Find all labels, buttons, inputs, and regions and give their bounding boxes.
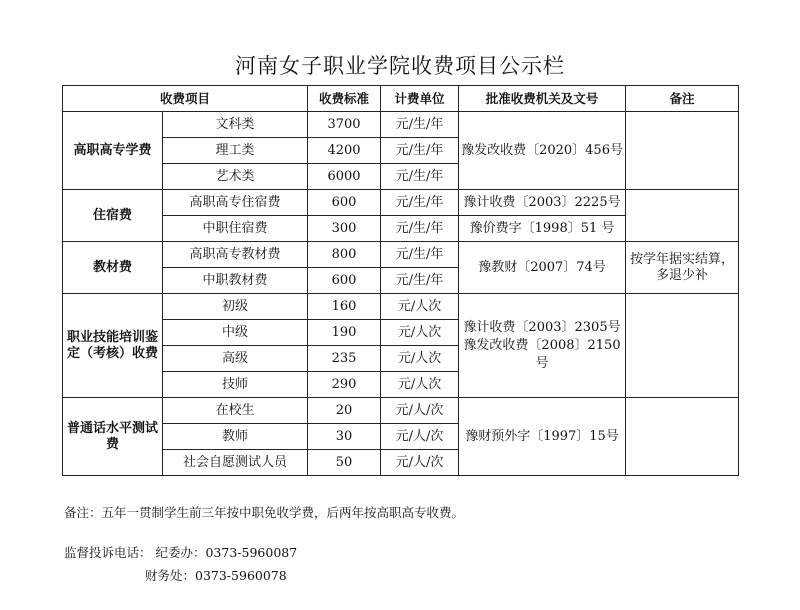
remark-skill bbox=[626, 294, 739, 398]
item-unit: 元/人/次 bbox=[381, 424, 459, 450]
item-unit: 元/人/次 bbox=[381, 398, 459, 424]
item-standard: 290 bbox=[308, 372, 381, 398]
table-row bbox=[63, 112, 739, 138]
footnote: 备注：五年一贯制学生前三年按中职免收学费，后两年按高职高专收费。 bbox=[64, 505, 465, 520]
item-name: 高职高专住宿费 bbox=[163, 190, 308, 216]
header-item: 收费项目 bbox=[63, 86, 308, 112]
item-name: 技师 bbox=[163, 372, 308, 398]
approval-doc: 豫价费字〔1998〕51 号 bbox=[459, 216, 626, 242]
item-standard: 50 bbox=[308, 450, 381, 476]
category-tuition: 高职高专学费 bbox=[63, 112, 163, 190]
item-name: 中级 bbox=[163, 320, 308, 346]
approval-doc: 豫财预外字〔1997〕15号 bbox=[465, 428, 619, 444]
item-standard: 3700 bbox=[308, 112, 381, 138]
approval-textbook bbox=[459, 242, 626, 294]
page-title: 河南女子职业学院收费项目公示栏 bbox=[235, 54, 565, 78]
header-approval: 批准收费机关及文号 bbox=[459, 86, 626, 112]
item-unit: 元/生/年 bbox=[381, 242, 459, 268]
item-name: 艺术类 bbox=[163, 164, 308, 190]
item-standard: 30 bbox=[308, 424, 381, 450]
item-unit: 元/生/年 bbox=[381, 164, 459, 190]
item-name: 社会自愿测试人员 bbox=[163, 450, 308, 476]
item-standard: 300 bbox=[308, 216, 381, 242]
item-name: 高级 bbox=[163, 346, 308, 372]
item-standard: 4200 bbox=[308, 138, 381, 164]
approval-mandarin bbox=[459, 398, 626, 476]
item-name: 初级 bbox=[163, 294, 308, 320]
header-standard: 收费标准 bbox=[308, 86, 381, 112]
item-unit: 元/人/次 bbox=[381, 450, 459, 476]
item-name: 高职高专教材费 bbox=[163, 242, 308, 268]
item-unit: 元/生/年 bbox=[381, 216, 459, 242]
item-name: 教师 bbox=[163, 424, 308, 450]
item-standard: 235 bbox=[308, 346, 381, 372]
table-row bbox=[63, 242, 739, 268]
approval-skill bbox=[459, 294, 626, 398]
table-row bbox=[63, 190, 739, 216]
table-header-row bbox=[63, 86, 739, 112]
item-unit: 元/生/年 bbox=[381, 138, 459, 164]
complaint-hotline-finance: 财务处：0373-5960078 bbox=[145, 568, 287, 583]
item-name: 理工类 bbox=[163, 138, 308, 164]
table-row bbox=[63, 294, 739, 320]
item-name: 中职住宿费 bbox=[163, 216, 308, 242]
approval-doc: 豫教财〔2007〕74号 bbox=[478, 259, 606, 275]
remark-textbook: 按学年据实结算，多退少补 bbox=[626, 242, 739, 294]
item-unit: 元/人次 bbox=[381, 320, 459, 346]
approval-tuition bbox=[459, 112, 626, 190]
category-skill-assessment: 职业技能培训鉴定（考核）收费 bbox=[63, 294, 163, 398]
approval-doc: 豫发改收费〔2020〕456号 bbox=[461, 142, 623, 158]
item-unit: 元/人次 bbox=[381, 346, 459, 372]
remark-mandarin bbox=[626, 398, 739, 476]
item-unit: 元/人次 bbox=[381, 294, 459, 320]
table-row bbox=[63, 398, 739, 424]
item-name: 中职教材费 bbox=[163, 268, 308, 294]
approval-doc: 豫计收费〔2003〕2225号 bbox=[459, 190, 626, 216]
fee-table bbox=[62, 85, 739, 476]
item-standard: 800 bbox=[308, 242, 381, 268]
item-standard: 160 bbox=[308, 294, 381, 320]
item-unit: 元/生/年 bbox=[381, 268, 459, 294]
item-standard: 600 bbox=[308, 190, 381, 216]
item-unit: 元/生/年 bbox=[381, 190, 459, 216]
remark-accommodation bbox=[626, 190, 739, 242]
category-accommodation: 住宿费 bbox=[63, 190, 163, 242]
header-unit: 计费单位 bbox=[381, 86, 459, 112]
header-remark: 备注 bbox=[626, 86, 739, 112]
approval-doc: 豫发改收费〔2008〕2150号 bbox=[463, 337, 621, 371]
item-standard: 6000 bbox=[308, 164, 381, 190]
item-unit: 元/人次 bbox=[381, 372, 459, 398]
item-standard: 190 bbox=[308, 320, 381, 346]
complaint-hotline-discipline: 监督投诉电话： 纪委办：0373-5960087 bbox=[64, 545, 298, 560]
item-name: 文科类 bbox=[163, 112, 308, 138]
approval-doc: 豫计收费〔2003〕2305号 bbox=[463, 319, 621, 335]
item-name: 在校生 bbox=[163, 398, 308, 424]
category-textbook: 教材费 bbox=[63, 242, 163, 294]
item-standard: 600 bbox=[308, 268, 381, 294]
item-unit: 元/生/年 bbox=[381, 112, 459, 138]
category-mandarin-test: 普通话水平测试费 bbox=[63, 398, 163, 476]
remark-tuition bbox=[626, 112, 739, 190]
item-standard: 20 bbox=[308, 398, 381, 424]
